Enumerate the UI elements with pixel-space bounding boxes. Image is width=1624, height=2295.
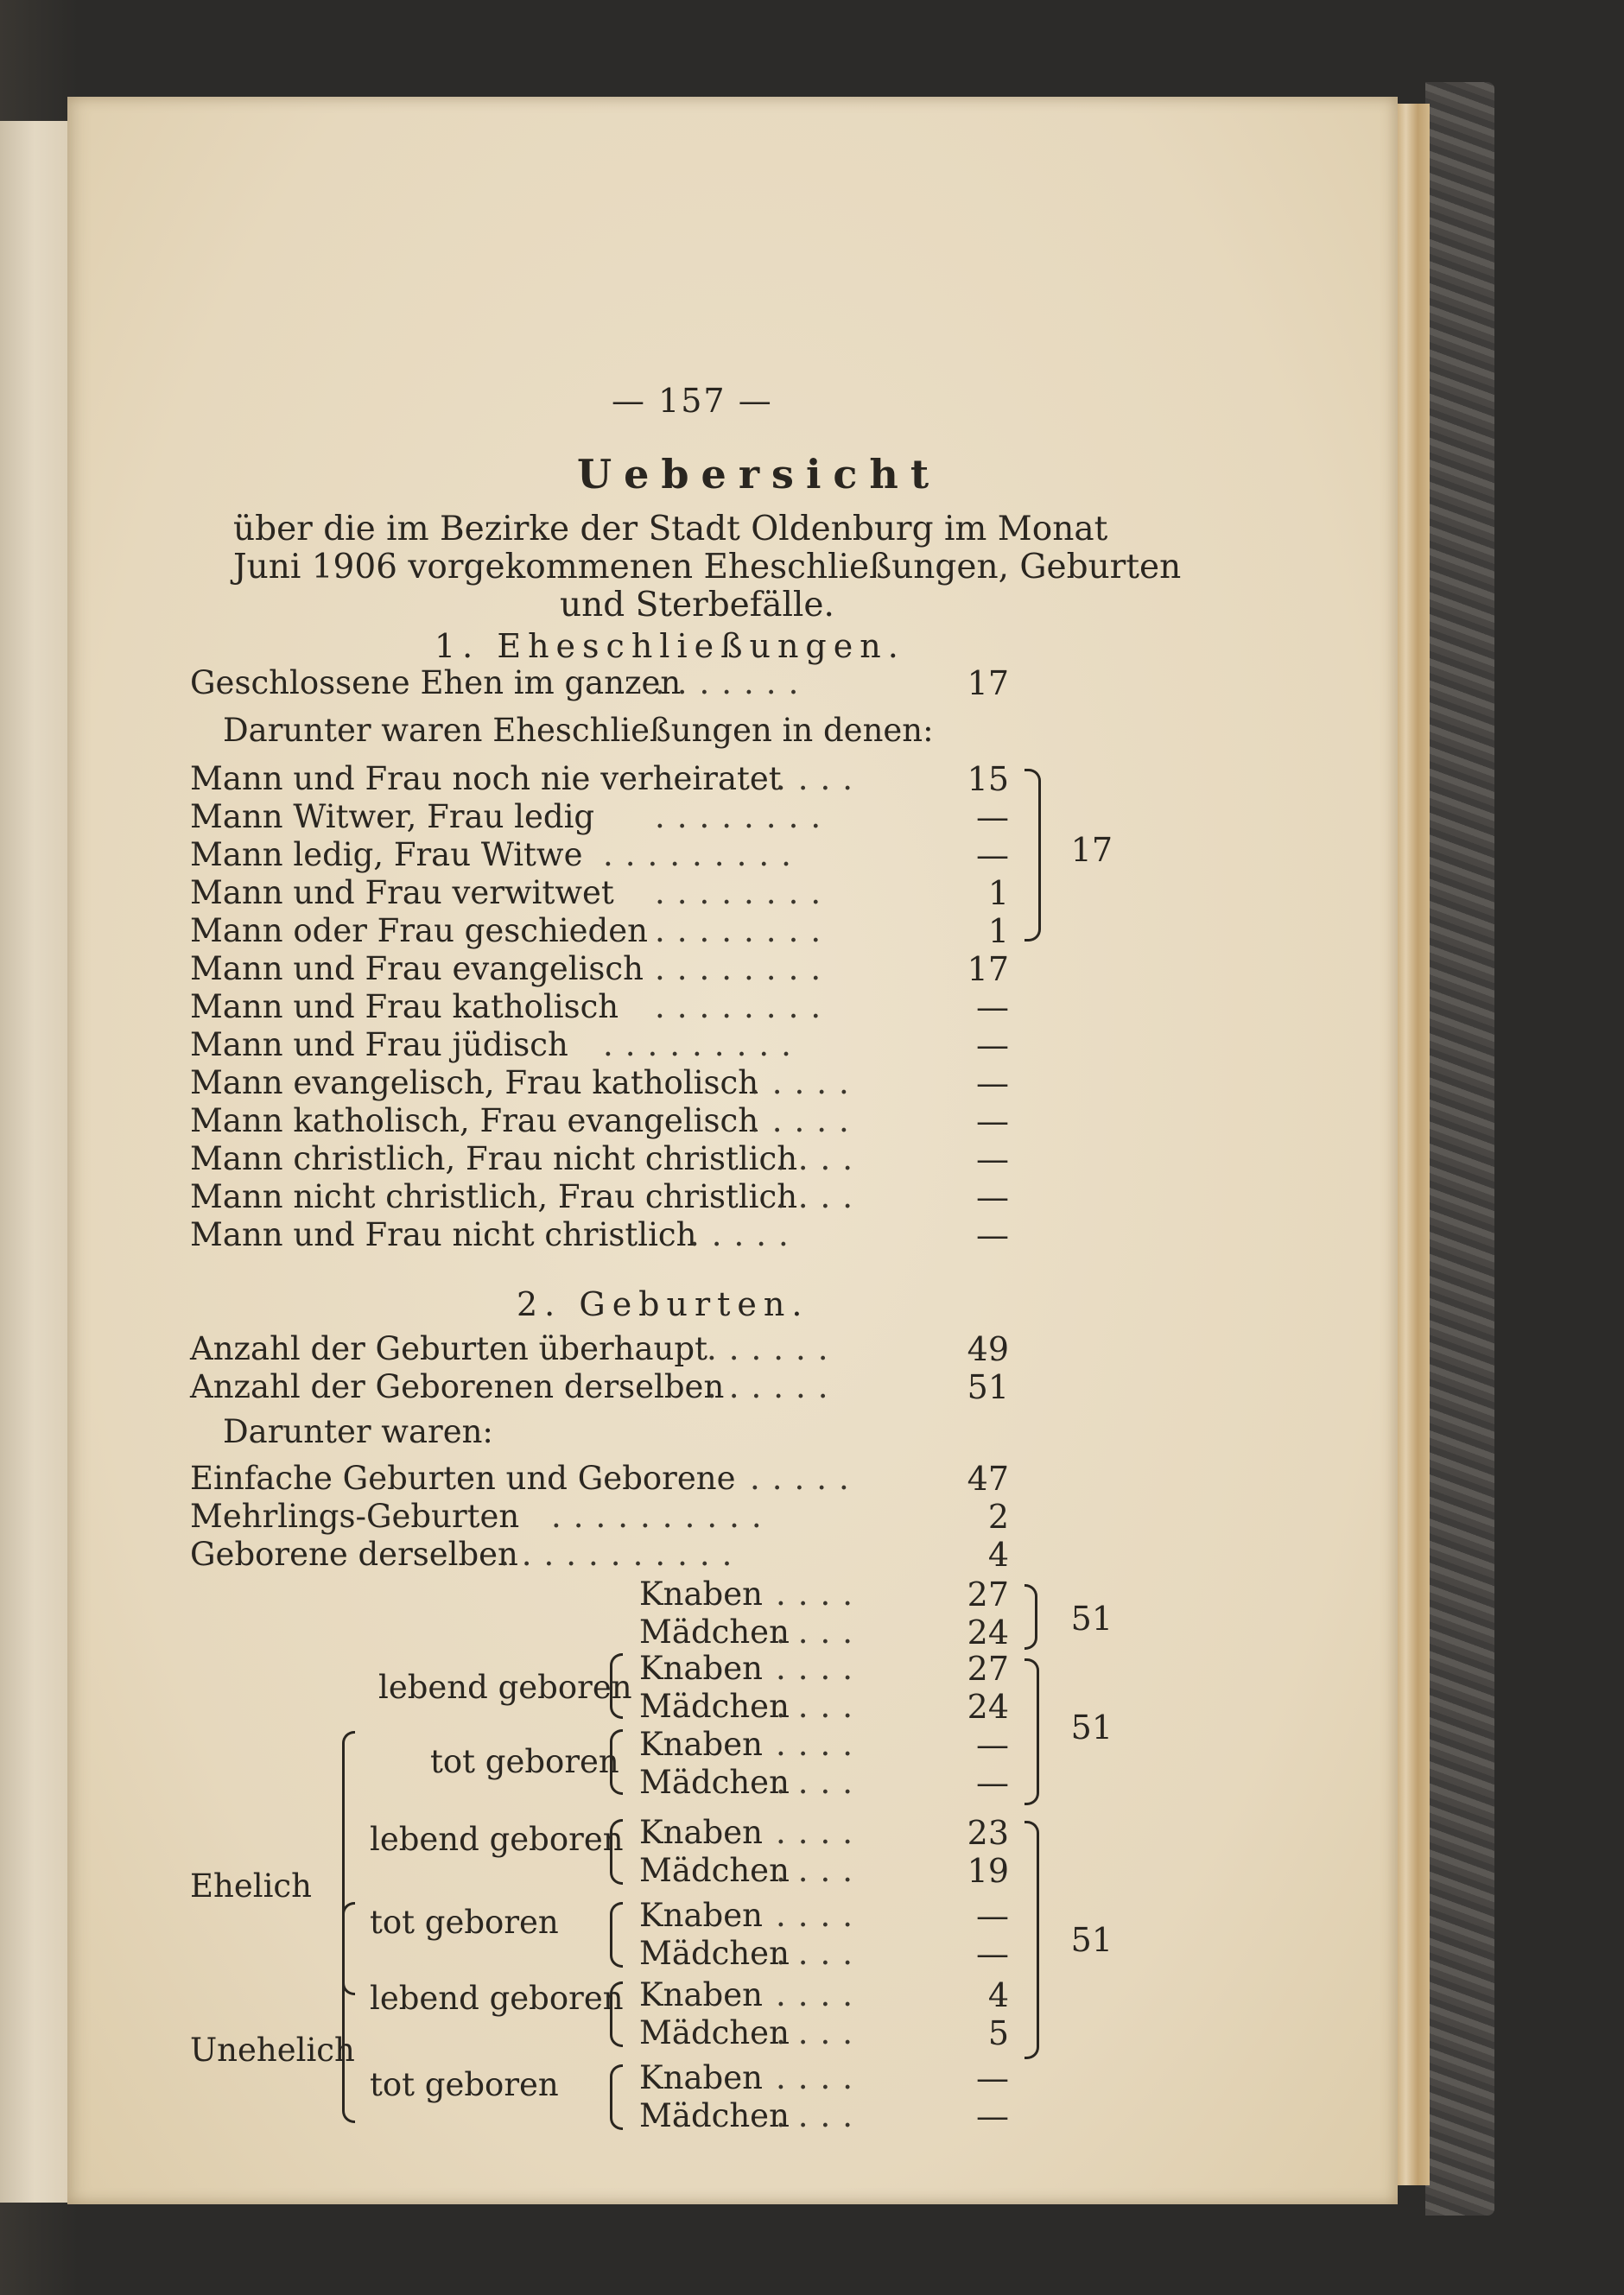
legit-sum: 51 (1070, 1921, 1113, 1959)
section-1-heading: 1. Eheschließungen. (435, 627, 905, 665)
list-item-value: 51 (967, 1368, 1009, 1406)
leader-dots: .... (776, 1178, 866, 1215)
leader-dots: .... (776, 1764, 866, 1801)
leader-dots: ....... (655, 664, 811, 701)
brace-total-value: 17 (1070, 831, 1113, 869)
boys-label: Knaben (639, 1897, 763, 1934)
leader-dots: ..... (750, 1064, 861, 1101)
list-item-value: 49 (967, 1330, 1009, 1368)
live-born-label: lebend geboren (378, 1669, 632, 1706)
boys-label: Knaben (639, 2059, 763, 2096)
boys-label: Knaben (639, 1814, 763, 1851)
girls-label: Mädchen (639, 1852, 790, 1889)
list-item-value: — (976, 798, 1009, 836)
still-born-label: tot geboren (370, 2066, 559, 2103)
illegit-dead-boys: — (976, 2059, 1009, 2097)
illegit-live-boys: 4 (987, 1976, 1009, 2014)
list-item-value: 2 (987, 1498, 1009, 1536)
list-item-value: 4 (987, 1536, 1009, 1574)
list-item-label: Mann und Frau evangelisch (190, 950, 644, 987)
legit-live-boys: 23 (967, 1814, 1009, 1852)
list-item-label: Mann evangelisch, Frau katholisch (190, 1064, 759, 1101)
girls-label: Mädchen (639, 1613, 790, 1651)
legit-live-girls: 19 (967, 1852, 1009, 1890)
subtitle-line-2: Juni 1906 vorgekommenen Eheschließungen, Geburten (233, 548, 1182, 586)
book-cover-edge (1425, 82, 1494, 2216)
live-boys: 27 (967, 1650, 1009, 1688)
live-born-label: lebend geboren (370, 1980, 624, 2017)
list-item-label: Mann ledig, Frau Witwe (190, 836, 583, 873)
legit-dead-boys: — (976, 1897, 1009, 1935)
left-brace (610, 2064, 623, 2130)
section-1-intro: Darunter waren Eheschließungen in denen: (223, 712, 934, 749)
leader-dots: .... (776, 1935, 866, 1972)
list-item-label: Einfache Geburten und Geborene (190, 1460, 736, 1497)
list-item-label: Mann christlich, Frau nicht christlich (190, 1140, 798, 1177)
sex-sum: 51 (1070, 1600, 1113, 1638)
illegit-dead-girls: — (976, 2097, 1009, 2135)
list-item-label: Geborene derselben (190, 1536, 518, 1573)
section-2-heading: 2. Geburten. (517, 1285, 809, 1323)
subtitle-line-3: und Sterbefälle. (560, 586, 834, 624)
legit-label: Ehelich (190, 1867, 312, 1905)
left-brace (610, 1981, 623, 2047)
leader-dots: .......... (551, 1498, 774, 1535)
list-item-label: Mann Witwer, Frau ledig (190, 798, 595, 835)
total-marriages-label: Geschlossene Ehen im ganzen (190, 664, 682, 701)
leader-dots: .... (776, 2097, 866, 2134)
leader-dots: .... (776, 2059, 866, 2096)
list-item-value: 47 (967, 1460, 1009, 1498)
legit-dead-girls: — (976, 1935, 1009, 1973)
leader-dots: ...... (707, 1368, 841, 1405)
girls-label: Mädchen (639, 1688, 790, 1725)
still-born-label: tot geboren (370, 1904, 559, 1941)
list-item-label: Mann und Frau noch nie verheiratet (190, 760, 782, 797)
left-brace (342, 1902, 355, 2123)
boys-total: 27 (967, 1575, 1009, 1613)
leader-dots: ........ (655, 988, 834, 1025)
leader-dots: .... (776, 1688, 866, 1725)
list-item-label: Mann oder Frau geschieden (190, 912, 648, 949)
girls-label: Mädchen (639, 2097, 790, 2134)
leader-dots: .... (776, 1613, 866, 1651)
list-item-label: Anzahl der Geborenen derselben (190, 1368, 725, 1405)
list-item-value: 1 (987, 912, 1009, 950)
list-item-value: 17 (967, 950, 1009, 988)
boys-label: Knaben (639, 1650, 763, 1687)
right-brace (1025, 769, 1041, 941)
leader-dots: .... (776, 2014, 866, 2051)
leader-dots: ...... (707, 1330, 841, 1367)
list-item-label: Anzahl der Geburten überhaupt (190, 1330, 707, 1367)
left-brace (610, 1902, 623, 1968)
leader-dots: ........... (499, 1536, 745, 1573)
left-brace (610, 1819, 623, 1885)
leader-dots: .... (776, 1726, 866, 1763)
list-item-value: — (976, 1102, 1009, 1140)
right-brace (1025, 1584, 1037, 1650)
leader-dots: .... (776, 1852, 866, 1889)
list-item-label: Mann und Frau verwitwet (190, 874, 614, 911)
subtitle-line-1: über die im Bezirke der Stadt Oldenburg im Monat (233, 510, 1108, 548)
right-brace (1025, 1658, 1039, 1805)
girls-label: Mädchen (639, 2014, 790, 2051)
still-born-label: tot geboren (430, 1743, 619, 1780)
dead-boys: — (976, 1726, 1009, 1764)
right-brace (1025, 1821, 1039, 2059)
list-item-label: Mann und Frau jüdisch (190, 1026, 568, 1063)
life-sum: 51 (1070, 1709, 1113, 1747)
live-born-label: lebend geboren (370, 1821, 624, 1858)
list-item-value: — (976, 988, 1009, 1026)
illegit-live-girls: 5 (987, 2014, 1009, 2052)
leader-dots: .... (776, 1650, 866, 1687)
girls-label: Mädchen (639, 1935, 790, 1972)
list-item-value: — (976, 1064, 1009, 1102)
leader-dots: .... (776, 1140, 866, 1177)
book-page (67, 97, 1398, 2204)
leader-dots: ..... (750, 1460, 861, 1497)
section-2-intro: Darunter waren: (223, 1413, 493, 1450)
leader-dots: ........ (655, 950, 834, 987)
list-item-value: — (976, 1178, 1009, 1216)
leader-dots: .... (776, 1575, 866, 1613)
list-item-value: 1 (987, 874, 1009, 912)
leader-dots: ........ (655, 912, 834, 949)
illegit-label: Unehelich (190, 2032, 355, 2069)
live-girls: 24 (967, 1688, 1009, 1726)
list-item-value: — (976, 1140, 1009, 1178)
list-item-label: Mehrlings-Geburten (190, 1498, 520, 1535)
girls-total: 24 (967, 1613, 1009, 1652)
page-title: Uebersicht (577, 451, 942, 498)
boys-label: Knaben (639, 1575, 763, 1613)
list-item-value: — (976, 1026, 1009, 1064)
page-number: — 157 — (612, 382, 773, 420)
leader-dots: ..... (750, 1102, 861, 1139)
dead-girls: — (976, 1764, 1009, 1802)
list-item-value: 15 (967, 760, 1009, 798)
boys-label: Knaben (639, 1726, 763, 1763)
left-brace (610, 1729, 623, 1795)
leader-dots: ..... (689, 1216, 801, 1253)
girls-label: Mädchen (639, 1764, 790, 1801)
leader-dots: ........ (655, 798, 834, 835)
leader-dots: ........ (655, 874, 834, 911)
list-item-label: Mann und Frau katholisch (190, 988, 619, 1025)
leader-dots: ......... (603, 836, 803, 873)
list-item-label: Mann katholisch, Frau evangelisch (190, 1102, 759, 1139)
left-brace (610, 1653, 623, 1719)
leader-dots: .... (776, 1976, 866, 2013)
total-marriages-value: 17 (967, 664, 1009, 702)
list-item-label: Mann nicht christlich, Frau christlich (190, 1178, 798, 1215)
leader-dots: ......... (603, 1026, 803, 1063)
list-item-label: Mann und Frau nicht christlich (190, 1216, 697, 1253)
list-item-value: — (976, 836, 1009, 874)
list-item-value: — (976, 1216, 1009, 1254)
leader-dots: .... (776, 760, 866, 797)
leader-dots: .... (776, 1897, 866, 1934)
leader-dots: .... (776, 1814, 866, 1851)
boys-label: Knaben (639, 1976, 763, 2013)
